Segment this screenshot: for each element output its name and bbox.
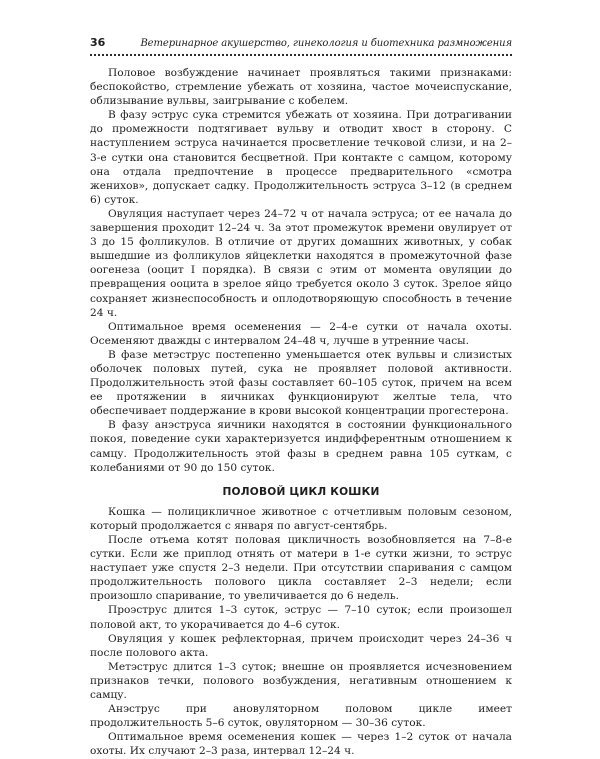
paragraph: В фазу эструс сука стремится убежать от хозяина. При дотрагивании до промежности подтягивает вульву и отводит хвост в сторону. С наступлением эструса начинается просветление течковой слизи, и на 2–3-е сутки она становится бесцветной. При контакте с самцом, которому она отдала предпочтение в процессе предварительного «смотра женихов», допускает садку. Продолжительность эструса 3–12 (в среднем 6) суток. <box>90 109 512 206</box>
paragraph: Оптимальное время осеменения — 2–4-е сутки от начала охоты. Осеменяют дважды с интервалом 24–48 ч, лучше в утренние часы. <box>90 320 512 347</box>
header-divider <box>90 54 512 56</box>
book-page <box>90 36 512 759</box>
paragraph: В фазе метэструс постепенно уменьшается отек вульвы и слизистых оболочек половых путей, сука не проявляет половой активности. Продолжительность этой фазы составляет 60–105 суток, причем на всем ее протяжении в яичниках функционируют желтые тела, что обеспечивает поддержание в крови высокой концентрации прогестерона. <box>90 348 512 418</box>
paragraph: Овуляция наступает через 24–72 ч от начала эструса; от ее начала до завершения проходит 12–24 ч. За этот промежуток времени овулирует от 3 до 15 фолликулов. В отличие от других домашних животных, у собак вышедшие из фолликулов яйцеклетки находятся в промежуточной фазе оогенеза (ооцит I порядка). В связи с этим от момента овуляции до превращения ооцита в зрелое яйцо требуется около 3 суток. Зрелое яйцо сохраняет жизнеспособность и оплодотворяющую способность в течение 24 ч. <box>90 207 512 319</box>
paragraph: Проэструс длится 1–3 суток, эструс — 7–10 суток; если произошел половой акт, то укорачивается до 4–6 суток. <box>90 604 512 631</box>
paragraph: Анэструс при ановуляторном половом цикле имеет продолжительность 5–6 суток, овуляторном — 30–36 суток. <box>90 703 512 730</box>
paragraph: Овуляция у кошек рефлекторная, причем происходит через 24–36 ч после полового акта. <box>90 632 512 659</box>
paragraph: Половое возбуждение начинает проявляться такими признаками: беспокойство, стремление убежать от хозяина, частое мочеиспускание, облизывание вульвы, заигрывание с кобелем. <box>90 67 512 108</box>
paragraph: В фазу анэструса яичники находятся в состоянии функционального покоя, поведение суки характеризуется индифферентным отношением к самцу. Продолжительность этой фазы в среднем равна 105 суткам, с колебаниями от 90 до 150 суток. <box>90 419 512 474</box>
page-header <box>90 36 512 54</box>
running-title: Ветеринарное акушерство, гинекология и биотехника размножения <box>140 38 512 49</box>
paragraph: Кошка — полицикличное животное с отчетливым половым сезоном, который продолжается с января по август-сентябрь. <box>90 505 512 532</box>
section-heading: ПОЛОВОЙ ЦИКЛ КОШКИ <box>222 485 380 498</box>
paragraph: После отъема котят половая цикличность возобновляется на 7–8-е сутки. Если же приплод отнять от матери в 1-е сутки жизни, то эструс наступает уже спустя 2–3 недели. При отсутствии спаривания с самцом продолжительность полового цикла составляет 2–3 недели; если произошло спаривание, то увеличивается до 6 недель. <box>90 534 512 603</box>
paragraph: Оптимальное время осеменения кошек — через 1–2 суток от начала охоты. Их случают 2–3 раза, интервал 12–24 ч. <box>90 731 512 758</box>
page-number: 36 <box>90 36 106 49</box>
page-body <box>90 66 512 759</box>
paragraph: Метэструс длится 1–3 суток; внешне он проявляется исчезновением признаков течки, полового возбуждения, негативным отношением к самцу. <box>90 660 512 702</box>
